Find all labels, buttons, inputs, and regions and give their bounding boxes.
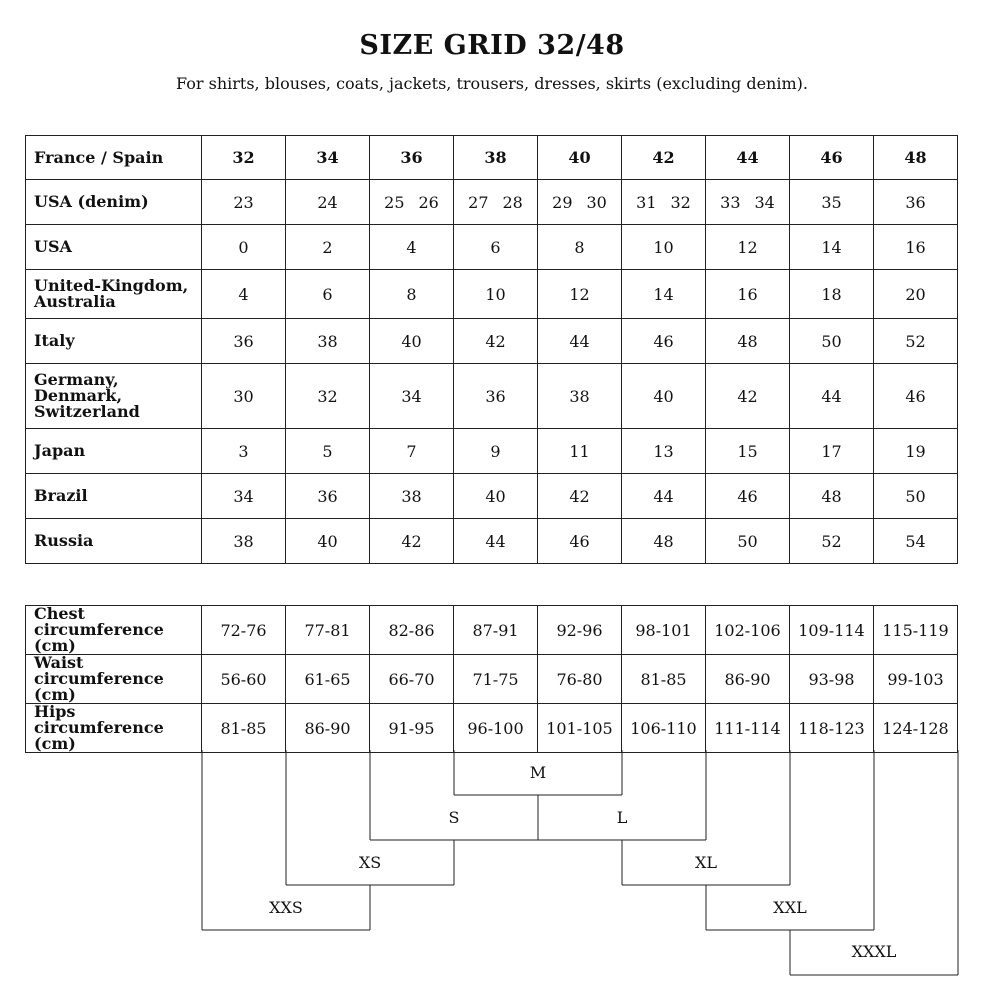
cell-value: 25 — [384, 192, 405, 212]
size-xxxl-label: XXXL — [851, 942, 897, 961]
row-label: USA (denim) — [26, 180, 202, 225]
header-size-cell: 38 — [454, 136, 538, 180]
table-cell: 3 — [202, 429, 286, 474]
measurement-label-line1: Waist — [34, 653, 84, 672]
table-cell: 2 — [286, 225, 370, 270]
table-cell: 15 — [706, 429, 790, 474]
cell-value: 33 — [720, 192, 741, 212]
table-cell: 30 — [202, 364, 286, 429]
header-size-cell: 40 — [538, 136, 622, 180]
table-cell: 44 — [790, 364, 874, 429]
table-cell: 40 — [370, 319, 454, 364]
measurement-cell: 77-81 — [286, 606, 370, 655]
cell-value: 28 — [502, 192, 523, 212]
measurement-cell: 115-119 — [874, 606, 958, 655]
measurement-cell: 91-95 — [370, 704, 454, 753]
measurement-cell: 61-65 — [286, 655, 370, 704]
measurement-label-line1: Chest — [34, 604, 85, 623]
table-cell: 40 — [454, 474, 538, 519]
measurement-cell: 92-96 — [538, 606, 622, 655]
table-cell: 4 — [370, 225, 454, 270]
table-cell: 48 — [706, 319, 790, 364]
table-cell: 14 — [622, 270, 706, 319]
size-m-label: M — [529, 763, 547, 782]
table-cell: 38 — [286, 319, 370, 364]
measurement-cell: 98-101 — [622, 606, 706, 655]
table-cell: 13 — [622, 429, 706, 474]
table-cell: 40 — [622, 364, 706, 429]
table-cell: 44 — [538, 319, 622, 364]
table-cell: 50 — [706, 519, 790, 564]
table-cell: 23 — [202, 180, 286, 225]
table-cell: 46 — [538, 519, 622, 564]
table-cell: 36 — [202, 319, 286, 364]
table-cell: 14 — [790, 225, 874, 270]
cell-value: 27 — [468, 192, 489, 212]
table-cell: 38 — [370, 474, 454, 519]
table-cell: 52 — [874, 319, 958, 364]
table-cell: 38 — [538, 364, 622, 429]
measurement-cell: 101-105 — [538, 704, 622, 753]
measurement-label-line2: circumference (cm) — [34, 669, 164, 704]
table-cell: 40 — [286, 519, 370, 564]
measurement-cell: 81-85 — [622, 655, 706, 704]
size-s-label: S — [448, 808, 460, 827]
measurement-label-line2: circumference (cm) — [34, 718, 164, 753]
table-cell: 32 — [286, 364, 370, 429]
measurement-cell: 124-128 — [874, 704, 958, 753]
table-cell: 6 — [454, 225, 538, 270]
measurement-cell: 86-90 — [286, 704, 370, 753]
row-label: USA — [26, 225, 202, 270]
table-cell: 50 — [790, 319, 874, 364]
table-cell: 8 — [538, 225, 622, 270]
row-label: Japan — [26, 429, 202, 474]
measurement-cell: 99-103 — [874, 655, 958, 704]
table-cell: 50 — [874, 474, 958, 519]
measurement-cell: 71-75 — [454, 655, 538, 704]
row-label: Russia — [26, 519, 202, 564]
row-label: Italy — [26, 319, 202, 364]
cell-value: 30 — [586, 192, 607, 212]
header-size-cell: 34 — [286, 136, 370, 180]
table-cell: 48 — [622, 519, 706, 564]
measurement-cell: 109-114 — [790, 606, 874, 655]
cell-value: 26 — [418, 192, 439, 212]
cell-value: 29 — [552, 192, 573, 212]
table-cell: 8 — [370, 270, 454, 319]
header-size-cell: 46 — [790, 136, 874, 180]
table-cell: 24 — [286, 180, 370, 225]
table-cell: 7 — [370, 429, 454, 474]
table-cell: 5 — [286, 429, 370, 474]
table-cell: 52 — [790, 519, 874, 564]
size-xs-label: XS — [358, 853, 382, 872]
table-cell: 12 — [706, 225, 790, 270]
table-cell: 54 — [874, 519, 958, 564]
size-xxl-label: XXL — [773, 898, 807, 917]
table-cell: 16 — [706, 270, 790, 319]
table-cell: 46 — [622, 319, 706, 364]
table-cell: 18 — [790, 270, 874, 319]
table-cell: 42 — [370, 519, 454, 564]
row-label: United-Kingdom, Australia — [26, 270, 202, 319]
measurement-cell: 106-110 — [622, 704, 706, 753]
table-cell: 34 — [202, 474, 286, 519]
header-size-cell: 44 — [706, 136, 790, 180]
header-size-cell: 36 — [370, 136, 454, 180]
measurement-cell: 66-70 — [370, 655, 454, 704]
measurement-cell: 81-85 — [202, 704, 286, 753]
table-cell: 19 — [874, 429, 958, 474]
header-size-cell: 42 — [622, 136, 706, 180]
table-cell: 42 — [454, 319, 538, 364]
header-size-cell: 48 — [874, 136, 958, 180]
table-cell: 10 — [622, 225, 706, 270]
page-subtitle: For shirts, blouses, coats, jackets, trousers, dresses, skirts (excluding denim). — [176, 74, 808, 93]
row-label: Brazil — [26, 474, 202, 519]
size-xxs-label: XXS — [269, 898, 303, 917]
row-label: France / Spain — [26, 136, 202, 180]
table-cell: 42 — [706, 364, 790, 429]
measurement-cell: 111-114 — [706, 704, 790, 753]
measurement-cell: 87-91 — [454, 606, 538, 655]
measurement-cell: 96-100 — [454, 704, 538, 753]
measurement-cell: 56-60 — [202, 655, 286, 704]
table-cell: 6 — [286, 270, 370, 319]
table-cell: 20 — [874, 270, 958, 319]
measurement-cell: 76-80 — [538, 655, 622, 704]
table-cell: 11 — [538, 429, 622, 474]
measurement-cell: 118-123 — [790, 704, 874, 753]
header-size-cell: 32 — [202, 136, 286, 180]
table-cell: 46 — [706, 474, 790, 519]
table-cell: 35 — [790, 180, 874, 225]
page-title: SIZE GRID 32/48 — [359, 30, 625, 61]
measurement-cell: 82-86 — [370, 606, 454, 655]
cell-value: 34 — [754, 192, 775, 212]
table-cell: 0 — [202, 225, 286, 270]
row-label: Germany, Denmark, Switzerland — [26, 364, 202, 429]
table-cell: 17 — [790, 429, 874, 474]
table-cell: 12 — [538, 270, 622, 319]
size-xl-label: XL — [694, 853, 718, 872]
measurement-cell: 93-98 — [790, 655, 874, 704]
table-cell: 9 — [454, 429, 538, 474]
measurement-label-line1: Hips — [34, 702, 76, 721]
table-cell: 4 — [202, 270, 286, 319]
cell-value: 32 — [670, 192, 691, 212]
table-cell: 34 — [370, 364, 454, 429]
cell-value: 31 — [636, 192, 657, 212]
table-cell: 36 — [874, 180, 958, 225]
measurement-label-line2: circumference (cm) — [34, 620, 164, 655]
table-cell: 42 — [538, 474, 622, 519]
table-cell: 44 — [454, 519, 538, 564]
table-cell: 38 — [202, 519, 286, 564]
table-cell: 36 — [454, 364, 538, 429]
measurement-cell: 72-76 — [202, 606, 286, 655]
table-cell: 36 — [286, 474, 370, 519]
table-cell: 44 — [622, 474, 706, 519]
table-cell: 48 — [790, 474, 874, 519]
measurement-cell: 86-90 — [706, 655, 790, 704]
table-cell: 16 — [874, 225, 958, 270]
table-cell: 10 — [454, 270, 538, 319]
table-cell: 46 — [874, 364, 958, 429]
measurement-cell: 102-106 — [706, 606, 790, 655]
size-l-label: L — [616, 808, 628, 827]
